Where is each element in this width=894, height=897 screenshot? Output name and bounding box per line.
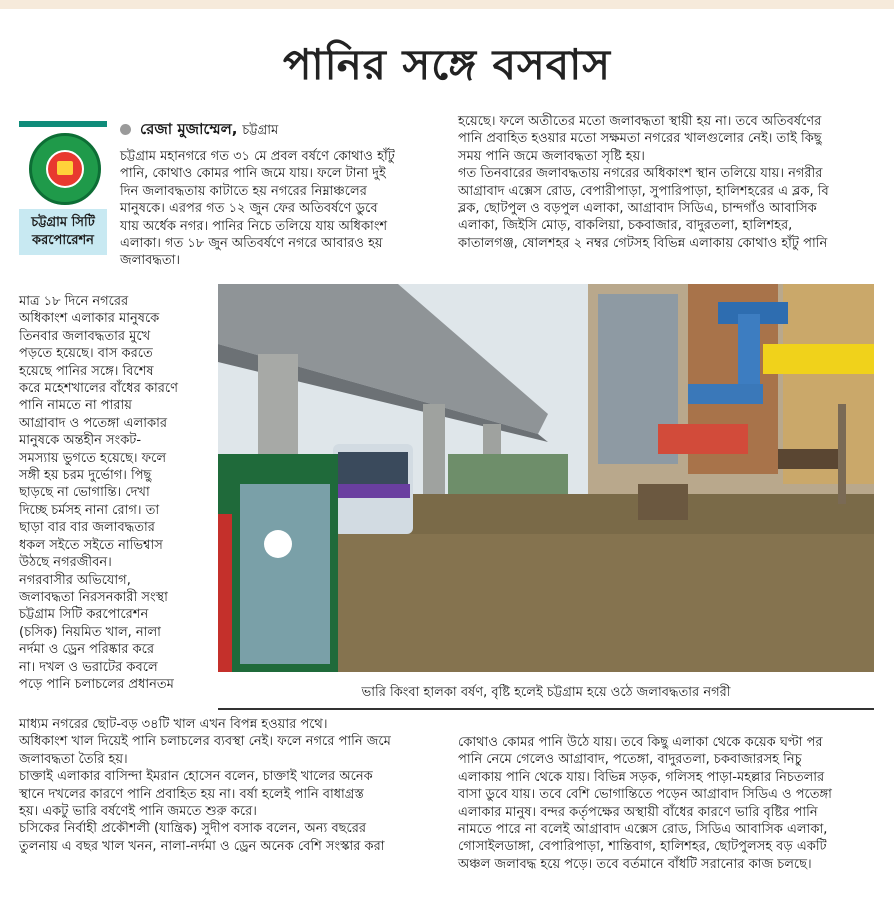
text-line: তিনবার জলাবদ্ধতার মুখে (19, 328, 151, 344)
article-bottom-right (458, 734, 878, 873)
text-line: এলাকায় পানি থেকে যায়। বিভিন্ন সড়ক, গলিসহ পাড়া-মহল্লার নিচতলার (458, 769, 825, 785)
text-line: ধকল সইতে সইতে নাভিশ্বাস (19, 537, 163, 553)
text-line: উঠছে নগরজীবন। (19, 555, 112, 571)
section-divider (218, 708, 874, 710)
text-line: এলাকা, জিইসি মোড়, বাকলিয়া, চকবাজার, বাদুরতলা, হালিশহর, (458, 218, 793, 234)
text-line: সমস্যায় ভুগতে হয়েছে। ফলে (19, 450, 167, 466)
text-line: চাক্তাই এলাকার বাসিন্দা ইমরান হোসেন বলেন, চাক্তাই খালের অনেক (19, 769, 373, 785)
article-bottom-left (19, 716, 449, 855)
text-line: নর্দমা ও ড্রেন পরিষ্কার করে (19, 642, 155, 658)
city-corporation-seal (29, 133, 101, 205)
photo-illustration (218, 284, 874, 672)
text-line: হয়েছে পানির সঙ্গে। বিশেষ (19, 363, 154, 379)
text-line: পড়ে পানি চলাচলের প্রধানতম (19, 676, 174, 692)
text-line: হয়েছে। ফলে অতীতের মতো জলাবদ্ধতা স্থায়ী হয় না। তবে অতিবর্ষণের (458, 114, 822, 129)
text-line: অধিকাংশ খাল দিয়েই পানি চলাচলের ব্যবস্থা নেই। ফলে নগরে পানি জমে (19, 734, 391, 750)
byline (120, 118, 278, 143)
text-line: অধিকাংশ এলাকার মানুষকে (19, 311, 160, 327)
text-line: মাধ্যম নগরের ছোট-বড় ৩৪টি খাল এখন বিপন্ন হওয়ার পথে। (19, 717, 328, 732)
text-line: চট্টগ্রাম মহানগরে গত ৩১ মে প্রবল বর্ষণে কোথাও হাঁটু (120, 149, 395, 164)
text-line: মানুষকে অন্তহীন সংকট- (19, 433, 142, 449)
text-line: কাতালগঞ্জ, ষোলশহর ২ নম্বর গেটসহ বিভিন্ন এলাকায় কোথাও হাঁটু পানি (458, 235, 828, 251)
text-line: পানি, কোথাও কোমর পানি জমে যায়। ফলে টানা দুই (120, 166, 386, 182)
flood-street-photo (218, 284, 874, 672)
text-line: আগ্রাবাদ এক্সেস রোড, বেপারীপাড়া, সুপারিপাড়া, হালিশহরের এ ব্লক, বি (458, 183, 829, 199)
text-line: জলাবদ্ধতা। (120, 253, 181, 269)
text-line: (চসিক) নিয়মিত খাল, নালা (19, 624, 161, 640)
text-line: জলাবদ্ধতা নিরসনকারী সংস্থা (19, 589, 168, 605)
text-line: দিন জলাবদ্ধতায় কাটাতে হয় নগরের নিম্নাঞ্চলের (120, 183, 367, 199)
text-line: বাসা ডুবে যায়। তবে বেশি ভোগান্তিতে পড়েন আগ্রাবাদ সিডিএ ও পতেঙ্গা (458, 787, 832, 803)
text-line: চসিকের নির্বাহী প্রকৌশলী (যান্ত্রিক) সুদীপ বসাক বলেন, অন্য বছরের (19, 821, 367, 837)
text-line: এলাকা। গত ১৮ জুন অতিবর্ষণে নগরে আবারও হয় (120, 236, 383, 252)
text-line: পড়তে হয়েছে। বাস করতে (19, 346, 153, 362)
photo-caption: ভারি কিংবা হালকা বর্ষণ, বৃষ্টি হলেই চট্টগ্রাম হয়ে ওঠে জলাবদ্ধতার নগরী (361, 685, 731, 700)
logo-accent-bar (19, 121, 107, 127)
text-line: ছাড়ছে না ভোগান্তি। দেখা (19, 485, 150, 501)
text-line: জলাবদ্ধতা তৈরি হয়। (19, 751, 128, 767)
org-label-line2: করপোরেশন (32, 233, 94, 248)
headline: পানির সঙ্গে বসবাস (282, 40, 612, 89)
text-line: ছাড়া বার বার জলাবদ্ধতার (19, 520, 155, 536)
text-line: হয়। একটু ভারি বর্ষণেই পানি জমতে শুরু করে। (19, 804, 257, 820)
text-line: পানি নেমে গেলেও আগ্রাবাদ, পতেঙ্গা, বাদুরতলা, চকবাজারসহ নিচু (458, 752, 802, 768)
text-line: যায় অর্ধেক নগর। পানির নিচে তলিয়ে যায় অধিকাংশ (120, 218, 388, 234)
text-line: মানুষকে। এরপর গত ১২ জুন ফের অতিবর্ষণে ডুবে (120, 201, 378, 217)
text-line: ব্লক, ছোটপুল ও বড়পুল এলাকা, আগ্রাবাদ সিডিএ, চান্দগাঁও আবাসিক (458, 201, 817, 217)
text-line: করে মহেশখালের বাঁধের কারণে (19, 381, 178, 397)
text-line: স্থানে দখলের কারণে পানি প্রবাহিত হয় না। বর্ষা হলেই পানি বাধাগ্রস্ত (19, 786, 364, 802)
text-line: তুলনায় এ বছর খাল খনন, নালা-নর্দমা ও ড্রেন অনেক বেশি সংস্কার করা (19, 838, 385, 854)
text-line: অঞ্চল জলাবদ্ধ হয়ে পড়ে। তবে বর্তমানে বাঁধটি সরানোর কাজ চলছে। (458, 856, 812, 872)
text-line: পানি নামতে না পারায় (19, 398, 132, 414)
text-line: আগ্রাবাদ ও পতেঙ্গা এলাকার (19, 415, 168, 431)
text-line: কোথাও কোমর পানি উঠে যায়। তবে কিছু এলাকা থেকে কয়েক ঘণ্টা পর (458, 735, 823, 750)
text-line: মাত্র ১৮ দিনে নগরের (19, 294, 129, 309)
text-line: গত তিনবারের জলাবদ্ধতায় নগরের অধিকাংশ স্থান তলিয়ে যায়। নগরীর (458, 166, 823, 182)
text-line: সঙ্গী হয় চরম দুর্ভোগ। পিছু (19, 468, 152, 484)
organization-label (19, 209, 107, 255)
author-name: রেজা মুজাম্মেল, (140, 120, 238, 138)
text-line: সময় পানি জমে জলাবদ্ধতা সৃষ্টি হয়। (458, 148, 645, 164)
text-line: চট্টগ্রাম সিটি করপোরেশন (19, 607, 149, 623)
article-column-left (19, 293, 215, 693)
article-column-right (458, 113, 878, 252)
text-line: এলাকার মানুষ। বন্দর কর্তৃপক্ষের অস্থায়ী বাঁধের কারণে ভারি বৃষ্টির পানি (458, 804, 818, 820)
text-line: দিচ্ছে চর্মসহ নানা রোগ। তা (19, 502, 160, 518)
text-line: পানি প্রবাহিত হওয়ার মতো সক্ষমতা নগরের খালগুলোর নেই। তাই কিছু (458, 131, 822, 147)
byline-bullet-icon (120, 124, 131, 135)
text-line: গোসাইলডাঙ্গা, বেপারিপাড়া, শান্তিবাগ, হালিশহর, ছোটপুলসহ বড় একটি (458, 839, 827, 855)
text-line: নগরবাসীর অভিযোগ, (19, 572, 131, 588)
text-line: না। দখল ও ভরাটের কবলে (19, 659, 158, 675)
top-color-strip (0, 0, 894, 9)
author-location: চট্টগ্রাম (242, 123, 279, 138)
text-line: নামতে পারে না বলেই আগ্রাবাদ এক্সেস রোড, সিডিএ আবাসিক এলাকা, (458, 822, 828, 838)
org-label-line1: চট্টগ্রাম সিটি (31, 215, 95, 230)
article-column-middle (120, 148, 450, 270)
seal-emblem-icon (46, 150, 84, 188)
